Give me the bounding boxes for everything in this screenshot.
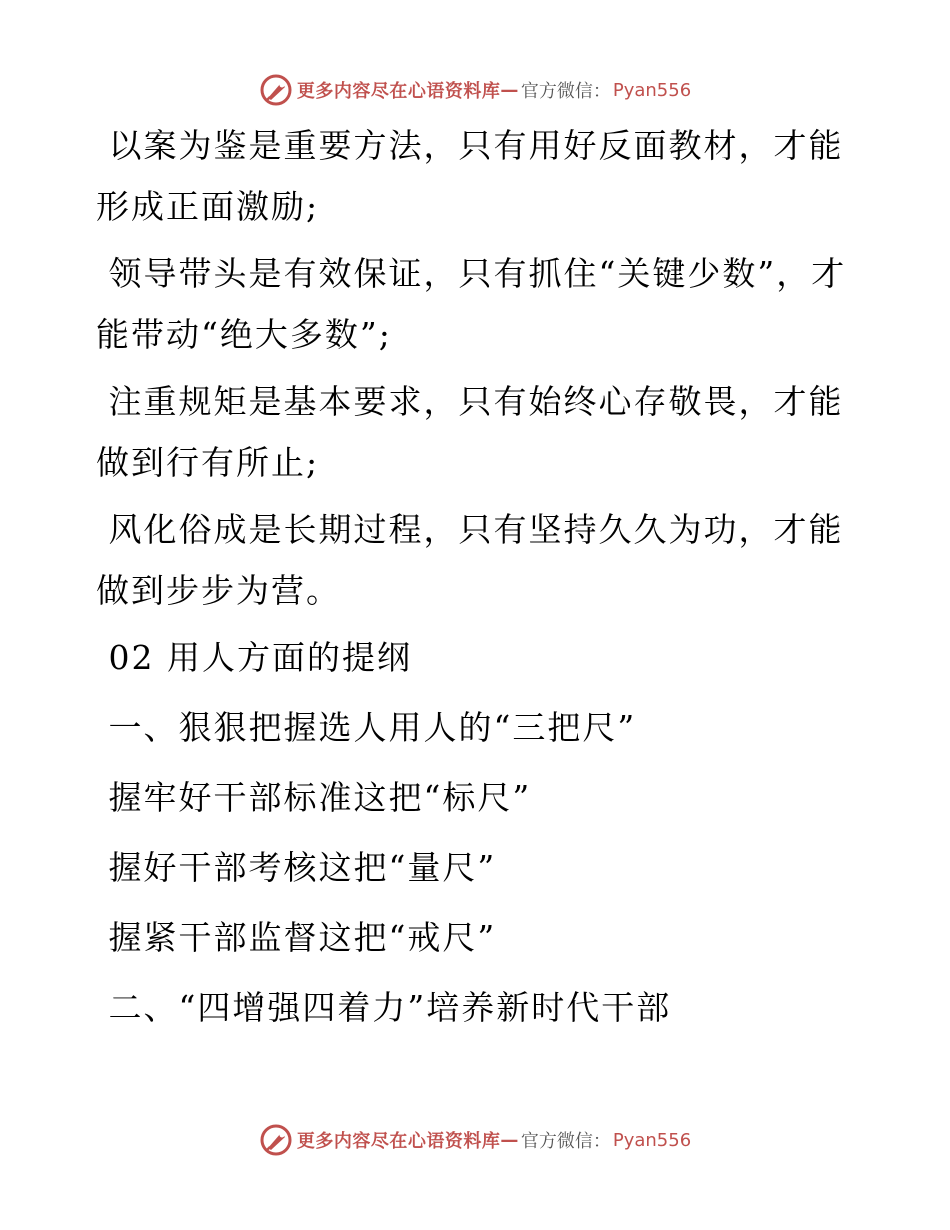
watermark-header bbox=[0, 70, 950, 110]
outline-subitem-3: 握紧干部监督这把“戒尺” bbox=[96, 918, 497, 957]
paragraph-1: 以案为鉴是重要方法，只有用好反面教材，才能形成正面激励; bbox=[96, 126, 844, 226]
watermark-contact-id: Pyan556 bbox=[612, 1129, 692, 1151]
outline-subitem-1: 握牢好干部标准这把“标尺” bbox=[96, 778, 532, 817]
paragraph-3: 注重规矩是基本要求，只有始终心存敬畏，才能做到行有所止; bbox=[96, 382, 844, 482]
watermark-contact-id: Pyan556 bbox=[612, 79, 692, 101]
watermark-text: 更多内容尽在心语资料库 bbox=[296, 81, 501, 102]
watermark-contact-label: 官方微信： bbox=[520, 81, 611, 102]
watermark-text: 更多内容尽在心语资料库 bbox=[296, 1131, 501, 1152]
document-body bbox=[96, 115, 856, 1039]
pen-nib-logo-icon bbox=[259, 1123, 293, 1157]
outline-item-1: 一、狠狠把握选人用人的“三把尺” bbox=[96, 708, 637, 747]
watermark-separator: — bbox=[500, 1129, 519, 1151]
outline-item-2: 二、“四增强四着力”培养新时代干部 bbox=[96, 988, 672, 1027]
watermark-separator: — bbox=[500, 79, 519, 101]
watermark-contact-label: 官方微信： bbox=[520, 1131, 611, 1152]
pen-nib-logo-icon bbox=[259, 73, 293, 107]
watermark-footer bbox=[0, 1120, 950, 1160]
paragraph-4: 风化俗成是长期过程，只有坚持久久为功，才能做到步步为营。 bbox=[96, 510, 844, 610]
outline-subitem-2: 握好干部考核这把“量尺” bbox=[96, 848, 497, 887]
section-heading-02: 02 用人方面的提纲 bbox=[96, 638, 412, 677]
paragraph-2: 领导带头是有效保证，只有抓住“关键少数”，才能带动“绝大多数”; bbox=[96, 254, 847, 354]
